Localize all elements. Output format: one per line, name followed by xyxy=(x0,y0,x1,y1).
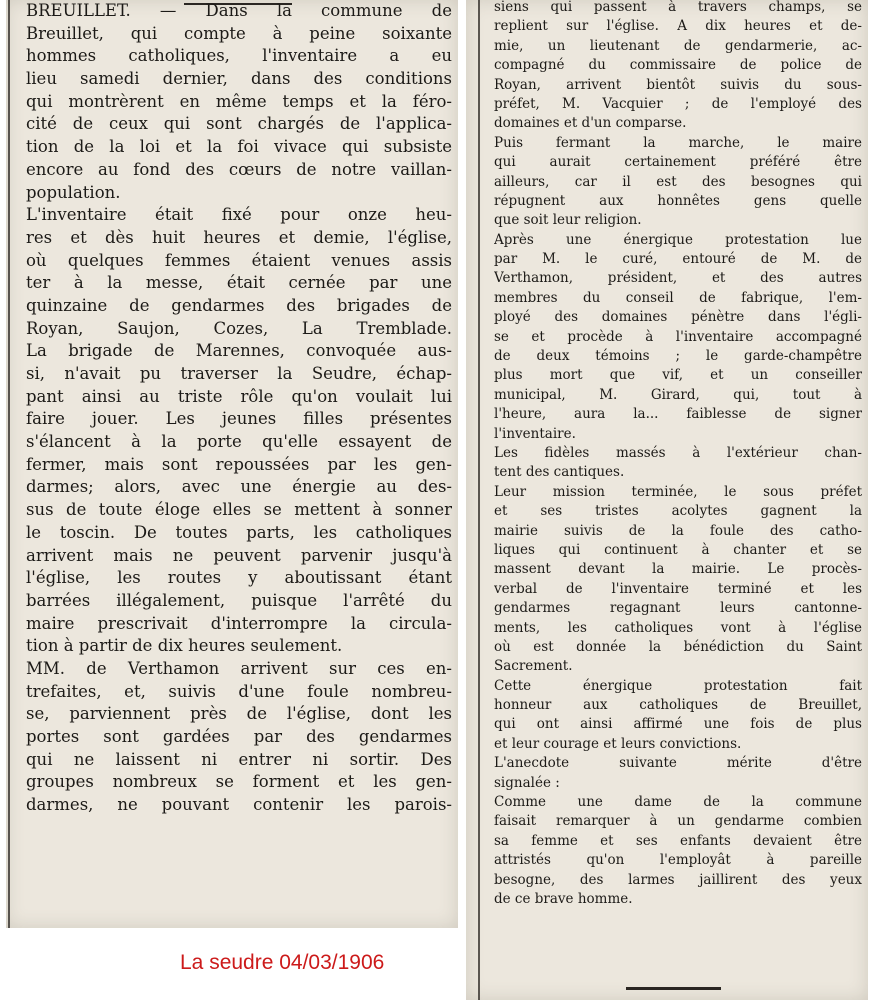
article-line: tion à partir de dix heures seulement. xyxy=(26,636,343,656)
article-end-rule xyxy=(626,987,721,990)
article-line: où quelques femmes étaient venues assis xyxy=(26,250,452,270)
article-line: faire jouer. Les jeunes filles présentes xyxy=(26,409,452,429)
article-line: Breuillet, qui compte à peine soixante xyxy=(26,23,452,43)
article-line: tent des cantiques. xyxy=(494,464,625,481)
article-line: darmes; alors, avec une énergie au des- xyxy=(26,477,452,497)
article-line: ments, les catholiques vont à l'église xyxy=(494,619,862,636)
article-line: le toscin. De toutes parts, les catholiques xyxy=(26,522,452,542)
article-line: BREUILLET. — Dans la commune de xyxy=(26,1,452,20)
article-line: sa femme et ses enfants devaient être xyxy=(494,832,862,849)
left-column-text xyxy=(26,0,452,817)
article-line: mairie suivis de la foule des catho- xyxy=(494,522,862,539)
article-line: Sacrement. xyxy=(494,658,573,675)
article-line: de deux témoins ; le garde-champêtre xyxy=(494,348,862,365)
article-line: Puis fermant la marche, le maire xyxy=(494,134,862,151)
article-line: mie, un lieutenant de gendarmerie, ac- xyxy=(494,37,862,54)
article-line: L'anecdote suivante mérite d'être xyxy=(494,755,862,772)
article-line: l'inventaire. xyxy=(494,425,576,442)
article-line: et leur courage et leurs convictions. xyxy=(494,735,742,752)
article-line: membres du conseil de fabrique, l'em- xyxy=(494,289,862,306)
article-line: liques qui continuent à chanter et se xyxy=(494,541,862,558)
article-line: de ce brave homme. xyxy=(494,890,633,907)
article-line: préfet, M. Vacquier ; de l'employé des xyxy=(494,95,862,112)
article-line: qui aurait certainement préféré être xyxy=(494,154,862,171)
article-line: hommes catholiques, l'inventaire a eu xyxy=(26,46,452,66)
article-line: cité de ceux qui sont chargés de l'applica- xyxy=(26,114,452,134)
article-line: se, parviennent près de l'église, dont les xyxy=(26,704,452,724)
article-line: res et dès huit heures et demie, l'église, xyxy=(26,227,452,247)
newspaper-clipping-right-column xyxy=(466,0,868,1000)
article-line: domaines et d'un comparse. xyxy=(494,115,687,132)
article-line: ployé des domaines pénètre dans l'égli- xyxy=(494,309,862,326)
article-line: maire prescrivait d'interrompre la circula- xyxy=(26,613,452,633)
article-line: s'élancent à la porte qu'elle essayent de xyxy=(26,432,452,452)
article-line: tion de la loi et la foi vivace qui subsiste xyxy=(26,137,452,157)
article-line: honneur aux catholiques de Breuillet, xyxy=(494,697,862,714)
article-line: Royan, arrivent bientôt suivis du sous- xyxy=(494,76,862,93)
article-line: signalée : xyxy=(494,774,560,791)
article-line: l'église, les routes y aboutissant étant xyxy=(26,568,452,588)
article-line: fermer, mais sont repoussées par les gen- xyxy=(26,454,452,474)
article-line: se et procède à l'inventaire accompagné xyxy=(494,328,862,345)
article-line: répugnent aux honnêtes gens quelle xyxy=(494,192,862,209)
right-column-text xyxy=(494,0,862,909)
article-line: population. xyxy=(26,182,121,202)
article-line: encore au fond des cœurs de notre vaillan- xyxy=(26,159,452,179)
article-line: La brigade de Marennes, convoquée aus- xyxy=(26,341,452,361)
article-line: municipal, M. Girard, qui, tout à xyxy=(494,386,862,403)
article-line: par M. le curé, entouré de M. de xyxy=(494,251,862,268)
article-line: massent devant la mairie. Le procès- xyxy=(494,561,862,578)
article-line: Les fidèles massés à l'extérieur chan- xyxy=(494,444,862,461)
article-line: Leur mission terminée, le sous préfet xyxy=(494,483,862,500)
article-line: darmes, ne pouvant contenir les parois- xyxy=(26,795,452,815)
article-line: qui ont ainsi affirmé une fois de plus xyxy=(494,716,862,733)
article-line: Comme une dame de la commune xyxy=(494,794,862,811)
article-line: groupes nombreux se forment et les gen- xyxy=(26,772,452,792)
article-line: arrivent mais ne peuvent parvenir jusqu'à xyxy=(26,545,452,565)
article-line: trefaites, et, suivis d'une foule nombreu- xyxy=(26,681,452,701)
article-line: faisait remarquer à un gendarme combien xyxy=(494,813,862,830)
article-line: sus de toute éloge elles se mettent à sonner xyxy=(26,500,452,520)
article-line: plus mort que vif, et un conseiller xyxy=(494,367,862,384)
article-line: portes sont gardées par des gendarmes xyxy=(26,727,452,746)
article-line: siens qui passent à travers champs, se xyxy=(494,0,862,15)
article-line: Cette énergique protestation fait xyxy=(494,677,862,694)
article-line: ter à la messe, était cernée par une xyxy=(26,273,452,293)
article-line: MM. de Verthamon arrivent sur ces en- xyxy=(26,658,452,678)
article-line: replient sur l'église. A dix heures et de- xyxy=(494,18,862,35)
newspaper-clipping-left-column xyxy=(6,0,458,928)
article-line: que soit leur religion. xyxy=(494,212,642,229)
article-line: Après une énergique protestation lue xyxy=(494,231,862,248)
article-line: besogne, des larmes jaillirent des yeux xyxy=(494,871,862,888)
article-line: lieu samedi dernier, dans des conditions xyxy=(26,69,452,89)
article-line: et ses tristes acolytes gagnent la xyxy=(494,503,862,520)
column-divider-rule xyxy=(8,0,10,928)
article-line: ailleurs, car il est des besognes qui xyxy=(494,173,862,190)
article-line: l'heure, aura la... faiblesse de signer xyxy=(494,406,862,423)
article-line: attristés qu'on l'employât à pareille xyxy=(494,852,862,869)
article-line: où est donnée la bénédiction du Saint xyxy=(494,638,862,655)
column-divider-rule xyxy=(478,0,480,1000)
article-line: gendarmes regagnant leurs cantonne- xyxy=(494,600,862,617)
article-line: Verthamon, président, et des autres xyxy=(494,270,862,287)
article-line: compagné du commissaire de police de xyxy=(494,57,862,74)
article-line: barrées illégalement, puisque l'arrêté du xyxy=(26,590,452,610)
article-line: pant ainsi au triste rôle qu'on voulait lui xyxy=(26,386,452,406)
article-line: si, n'avait pu traverser la Seudre, échap- xyxy=(26,364,452,383)
article-line: quinzaine de gendarmes des brigades de xyxy=(26,295,452,315)
source-caption: La seudre 04/03/1906 xyxy=(180,951,385,974)
article-line: verbal de l'inventaire terminé et les xyxy=(494,580,862,597)
article-line: Royan, Saujon, Cozes, La Tremblade. xyxy=(26,318,452,338)
article-line: L'inventaire était fixé pour onze heu- xyxy=(26,205,452,225)
article-line: qui montrèrent en même temps et la féro- xyxy=(26,91,452,111)
article-line: qui ne laissent ni entrer ni sortir. Des xyxy=(26,749,452,769)
